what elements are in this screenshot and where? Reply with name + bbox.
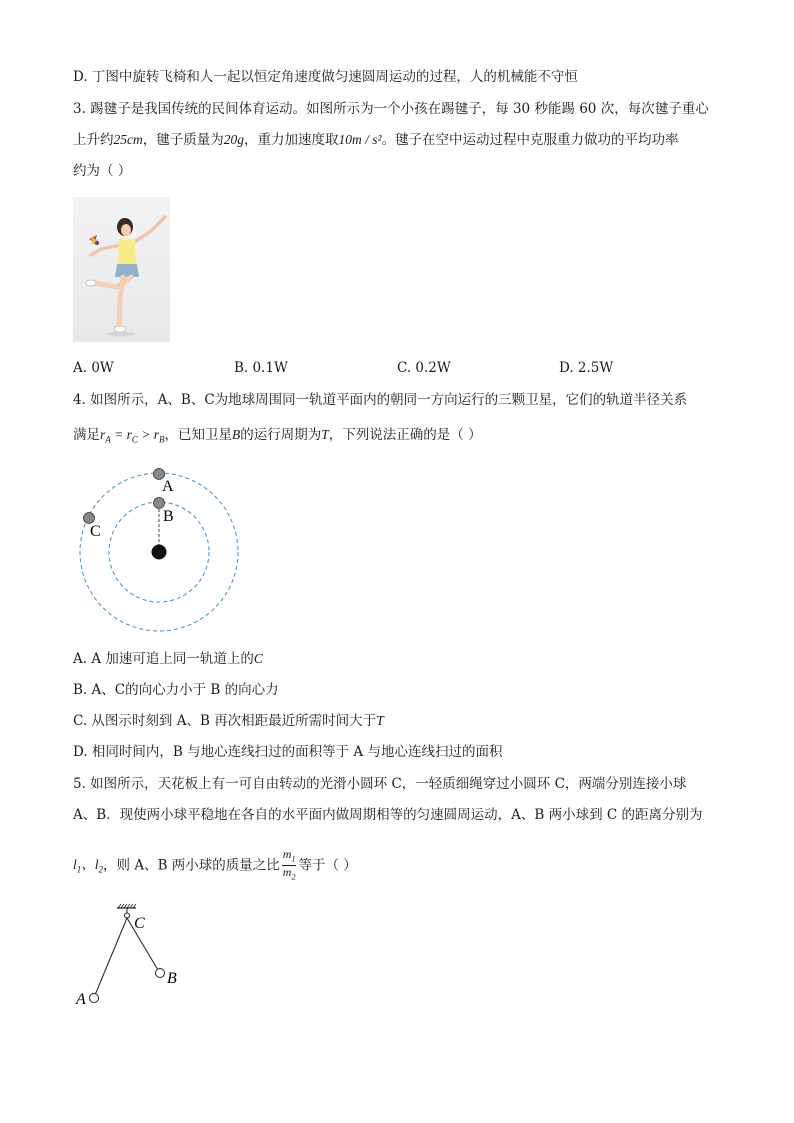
q4-text: ，下列说法正确的是（ ） — [328, 427, 482, 443]
q4-option-b: B. A、C的向心力小于 B 的向心力 — [73, 682, 279, 698]
q4-option-c — [73, 711, 384, 731]
q4-option-a-text: A. A 加速可追上同一轨道上的 — [73, 651, 254, 667]
label-b: B — [167, 970, 177, 987]
label-c: C — [90, 523, 101, 540]
q3-option-a: A. 0W — [73, 360, 114, 376]
q4-text: ，已知卫星 — [164, 427, 233, 443]
label-c: C — [134, 915, 145, 932]
q3-gravity: 10m / s² — [338, 132, 382, 147]
q4-sat-b: B — [232, 427, 241, 442]
q3-text: 上升约 — [73, 132, 114, 148]
fraction-denominator: $m_2$ — [282, 865, 296, 882]
fraction-numerator: $m_1$ — [282, 848, 297, 866]
q5-stem-line3 — [73, 848, 357, 884]
q3-text: ，重力加速度取 — [244, 132, 339, 148]
string-a — [95, 918, 127, 995]
q5-stem-line2: A、B．现使两小球平稳地在各自的水平面内做周期相等的匀速圆周运动，A、B 两小球到 C 的距离分别为 — [73, 807, 703, 823]
q5-text: ，则 A、B 两小球的质量之比 — [103, 857, 280, 874]
label-a: A — [76, 991, 86, 1008]
q4-option-d: D. 相同时间内，B 与地心连线扫过的面积等于 A 与地心连线扫过的面积 — [73, 744, 503, 760]
ball-b — [156, 969, 165, 978]
shuttlecock-girl-photo — [73, 197, 170, 342]
ring-c — [125, 913, 130, 918]
q3-option-b: B. 0.1W — [234, 360, 288, 376]
q5-stem-line1: 5. 如图所示，天花板上有一可自由转动的光滑小圆环 C，一轻质细绳穿过小圆环 C，两端分别连接小球 — [73, 776, 687, 792]
earth — [152, 545, 167, 560]
q3-text: 。毽子在空中运动过程中克服重力做功的平均功率 — [381, 132, 679, 148]
q4-text: 的运行周期为 — [240, 427, 322, 443]
label-a: A — [162, 478, 174, 495]
q3-stem-line2 — [73, 130, 679, 150]
satellite-c — [84, 513, 95, 524]
q4-option-c-text: C. 从图示时刻到 A、B 再次相距最近所需时间大于 — [73, 713, 377, 729]
q4-option-a-var: C — [253, 651, 263, 666]
q4-stem-line2 — [73, 425, 482, 450]
q3-mass: 20g — [223, 132, 244, 147]
label-b: B — [163, 508, 174, 525]
q5-lengths: $l_1$、$l_2$ — [73, 857, 104, 876]
q3-option-c: C. 0.2W — [397, 360, 451, 376]
q4-radius-relation: $r_A = r_C > r_B$ — [100, 427, 165, 445]
pendulum-diagram — [70, 900, 210, 1020]
q4-text: 满足 — [73, 427, 100, 443]
ball-a — [90, 994, 99, 1003]
q2-option-d: D. 丁图中旋转飞椅和人一起以恒定角速度做匀速圆周运动的过程，人的机械能不守恒 — [73, 69, 578, 85]
mass-ratio-fraction — [282, 848, 297, 884]
q4-option-a — [73, 649, 263, 669]
q4-option-c-var: T — [376, 713, 384, 728]
q4-period: T — [321, 427, 329, 442]
q3-stem-line1: 3. 踢毽子是我国传统的民间体育运动。如图所示为一个小孩在踢毽子，每 30 秒能踢 60 次，每次毽子重心 — [73, 101, 709, 117]
satellite-b — [154, 498, 165, 509]
q3-option-d: D. 2.5W — [559, 360, 614, 376]
q4-stem-line1: 4. 如图所示，A、B、C为地球周围同一轨道平面内的朝同一方向运行的三颗卫星，它们的轨道半径关系 — [73, 392, 688, 408]
q3-stem-line3: 约为（ ） — [73, 163, 132, 179]
q3-text: ，毽子质量为 — [142, 132, 224, 148]
q3-height: 25cm — [113, 132, 143, 147]
q5-text: 等于（ ） — [298, 857, 357, 874]
orbit-diagram — [74, 466, 254, 636]
